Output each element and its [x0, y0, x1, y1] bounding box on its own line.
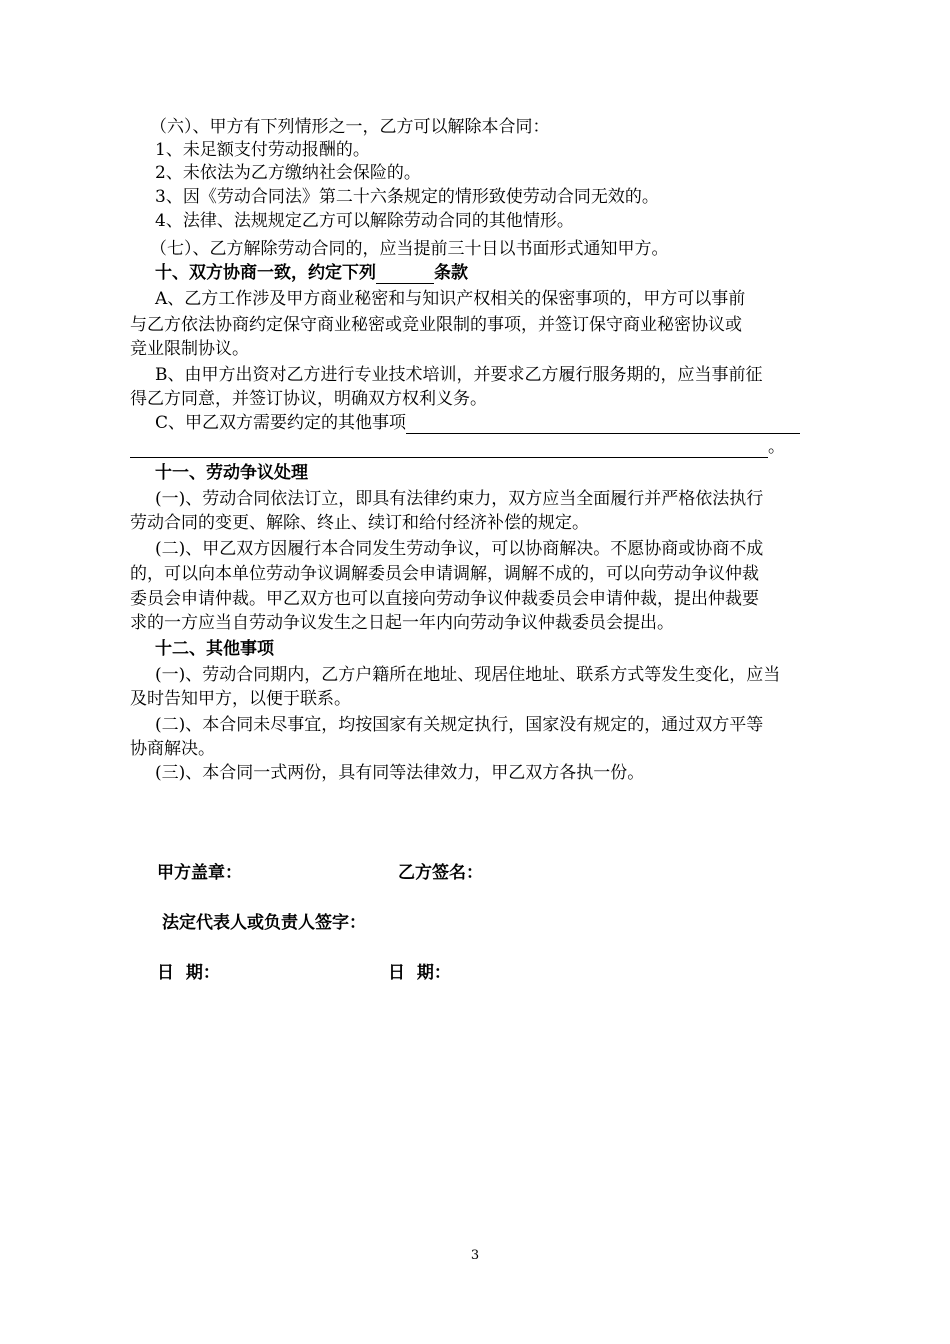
- section6-item-2: 2、未依法为乙方缴纳社会保险的。: [155, 163, 421, 183]
- section6-item-1: 1、未足额支付劳动报酬的。: [155, 140, 370, 160]
- article11-p1-line-1: (一)、劳动合同依法订立，即具有法律约束力，双方应当全面履行并严格依法执行: [155, 489, 764, 509]
- article10-title-b: 条款: [434, 263, 468, 283]
- article10-c-line: [155, 412, 855, 434]
- section6-item-3: 3、因《劳动合同法》第二十六条规定的情形致使劳动合同无效的。: [155, 187, 659, 207]
- article10-c-blank-1: [406, 415, 800, 434]
- party-a-seal-label: 甲方盖章：: [157, 863, 242, 883]
- party-a-date-label: 日 期：: [157, 963, 220, 983]
- page-number: 3: [470, 1248, 480, 1263]
- article10-b-line-1: B、由甲方出资对乙方进行专业技术培训，并要求乙方履行服务期的，应当事前征: [155, 365, 763, 385]
- party-b-date-label: 日 期：: [388, 963, 451, 983]
- article10-c-label: C、甲乙双方需要约定的其他事项: [155, 413, 407, 433]
- article11-title: 十一、劳动争议处理: [155, 463, 308, 483]
- section6-item-4: 4、法律、法规规定乙方可以解除劳动合同的其他情形。: [155, 211, 574, 231]
- article10-b-line-2: 得乙方同意，并签订协议，明确双方权利义务。: [130, 389, 487, 409]
- article10-title: [155, 262, 855, 284]
- article12-p3: (三)、本合同一式两份，具有同等法律效力，甲乙双方各执一份。: [155, 763, 645, 783]
- legal-rep-sign-label: 法定代表人或负责人签字：: [162, 913, 366, 933]
- article11-p2-line-4: 求的一方应当自劳动争议发生之日起一年内向劳动争议仲裁委员会提出。: [130, 613, 674, 633]
- article10-title-blank: [376, 265, 434, 284]
- article10-c-blank-2: [130, 439, 768, 458]
- article12-p2-line-1: (二)、本合同未尽事宜，均按国家有关规定执行，国家没有规定的，通过双方平等: [155, 715, 764, 735]
- section6-heading: （六）、甲方有下列情形之一，乙方可以解除本合同：: [150, 117, 550, 137]
- article10-c-line-2: [130, 436, 830, 458]
- article10-a-line-2: 与乙方依法协商约定保守商业秘密或竞业限制的事项，并签订保守商业秘密协议或: [130, 315, 742, 335]
- article11-p2-line-3: 委员会申请仲裁。甲乙双方也可以直接向劳动争议仲裁委员会申请仲裁，提出仲裁要: [130, 589, 759, 609]
- article12-p1-line-1: (一)、劳动合同期内，乙方户籍所在地址、现居住地址、联系方式等发生变化，应当: [155, 665, 781, 685]
- article11-p2-line-2: 的，可以向本单位劳动争议调解委员会申请调解，调解不成的，可以向劳动争议仲裁: [130, 564, 759, 584]
- article11-p2-line-1: (二)、甲乙双方因履行本合同发生劳动争议，可以协商解决。不愿协商或协商不成: [155, 539, 764, 559]
- article12-p1-line-2: 及时告知甲方，以便于联系。: [130, 689, 351, 709]
- article10-title-a: 十、双方协商一致，约定下列: [155, 263, 376, 283]
- article10-a-line-3: 竞业限制协议。: [130, 339, 249, 359]
- party-b-sign-label: 乙方签名：: [398, 863, 483, 883]
- section7-text: （七）、乙方解除劳动合同的，应当提前三十日以书面形式通知甲方。: [150, 239, 669, 259]
- article12-p2-line-2: 协商解决。: [130, 739, 215, 759]
- article12-title: 十二、其他事项: [155, 639, 274, 659]
- article10-c-end: 。: [768, 437, 785, 457]
- article10-a-line-1: A、乙方工作涉及甲方商业秘密和与知识产权相关的保密事项的，甲方可以事前: [155, 289, 746, 309]
- article11-p1-line-2: 劳动合同的变更、解除、终止、续订和给付经济补偿的规定。: [130, 513, 589, 533]
